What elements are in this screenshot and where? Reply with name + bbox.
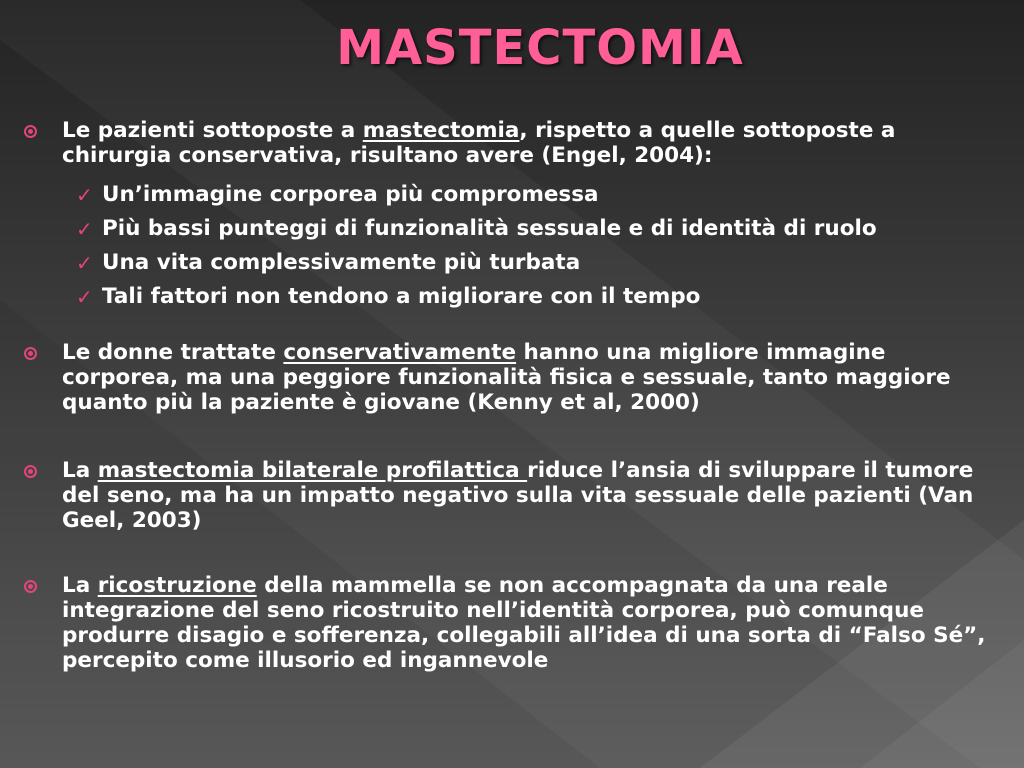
sub-bullet-item: ✓ Un’immagine corporea più compromessa: [60, 178, 1000, 212]
checkmark-icon: ✓: [76, 251, 93, 275]
underlined-term: mastectomia: [362, 118, 520, 143]
bullet-paragraph-1: Le pazienti sottoposte a mastectomia, rispetto a quelle sottoposte a chirurgia conservativa, risultano avere (Engel, 2004):: [20, 118, 1000, 168]
checkmark-icon: ✓: [76, 285, 93, 309]
radio-bullet-icon: [24, 580, 37, 593]
sub-bullet-list: [20, 178, 1000, 314]
radio-bullet-icon: [24, 125, 37, 138]
sub-bullet-item: ✓ Tali fattori non tendono a migliorare con il tempo: [60, 280, 1000, 314]
bullet-paragraph-4: La ricostruzione della mammella se non accompagnata da una reale integrazione del seno ricostruito nell’identità corporea, può comunque produrre disagio e sofferenza, collegabili all’idea di una sorta di “Falso Sé”, percepito come illusorio ed ingannevole: [20, 573, 1000, 673]
radio-bullet-icon: [24, 465, 37, 478]
checkmark-icon: ✓: [76, 183, 93, 207]
sub-bullet-item: ✓ Una vita complessivamente più turbata: [60, 246, 1000, 280]
bullet-paragraph-2: Le donne trattate conservativamente hanno una migliore immagine corporea, ma una peggiore funzionalità fisica e sessuale, tanto maggiore quanto più la paziente è giovane (Kenny et al, 2000): [20, 340, 1000, 415]
underlined-term: mastectomia bilaterale profilattica: [97, 458, 528, 483]
slide-title: MASTECTOMIA: [336, 20, 744, 76]
bullet-paragraph-3: La mastectomia bilaterale profilattica riduce l’ansia di sviluppare il tumore del seno, ma ha un impatto negativo sulla vita sessuale delle pazienti (Van Geel, 2003): [20, 458, 1000, 533]
checkmark-icon: ✓: [76, 217, 93, 241]
sub-bullet-item: ✓ Più bassi punteggi di funzionalità sessuale e di identità di ruolo: [60, 212, 1000, 246]
slide-content: [20, 118, 1000, 673]
underlined-term: conservativamente: [283, 340, 517, 365]
radio-bullet-icon: [24, 347, 37, 360]
underlined-term: ricostruzione: [97, 573, 257, 598]
